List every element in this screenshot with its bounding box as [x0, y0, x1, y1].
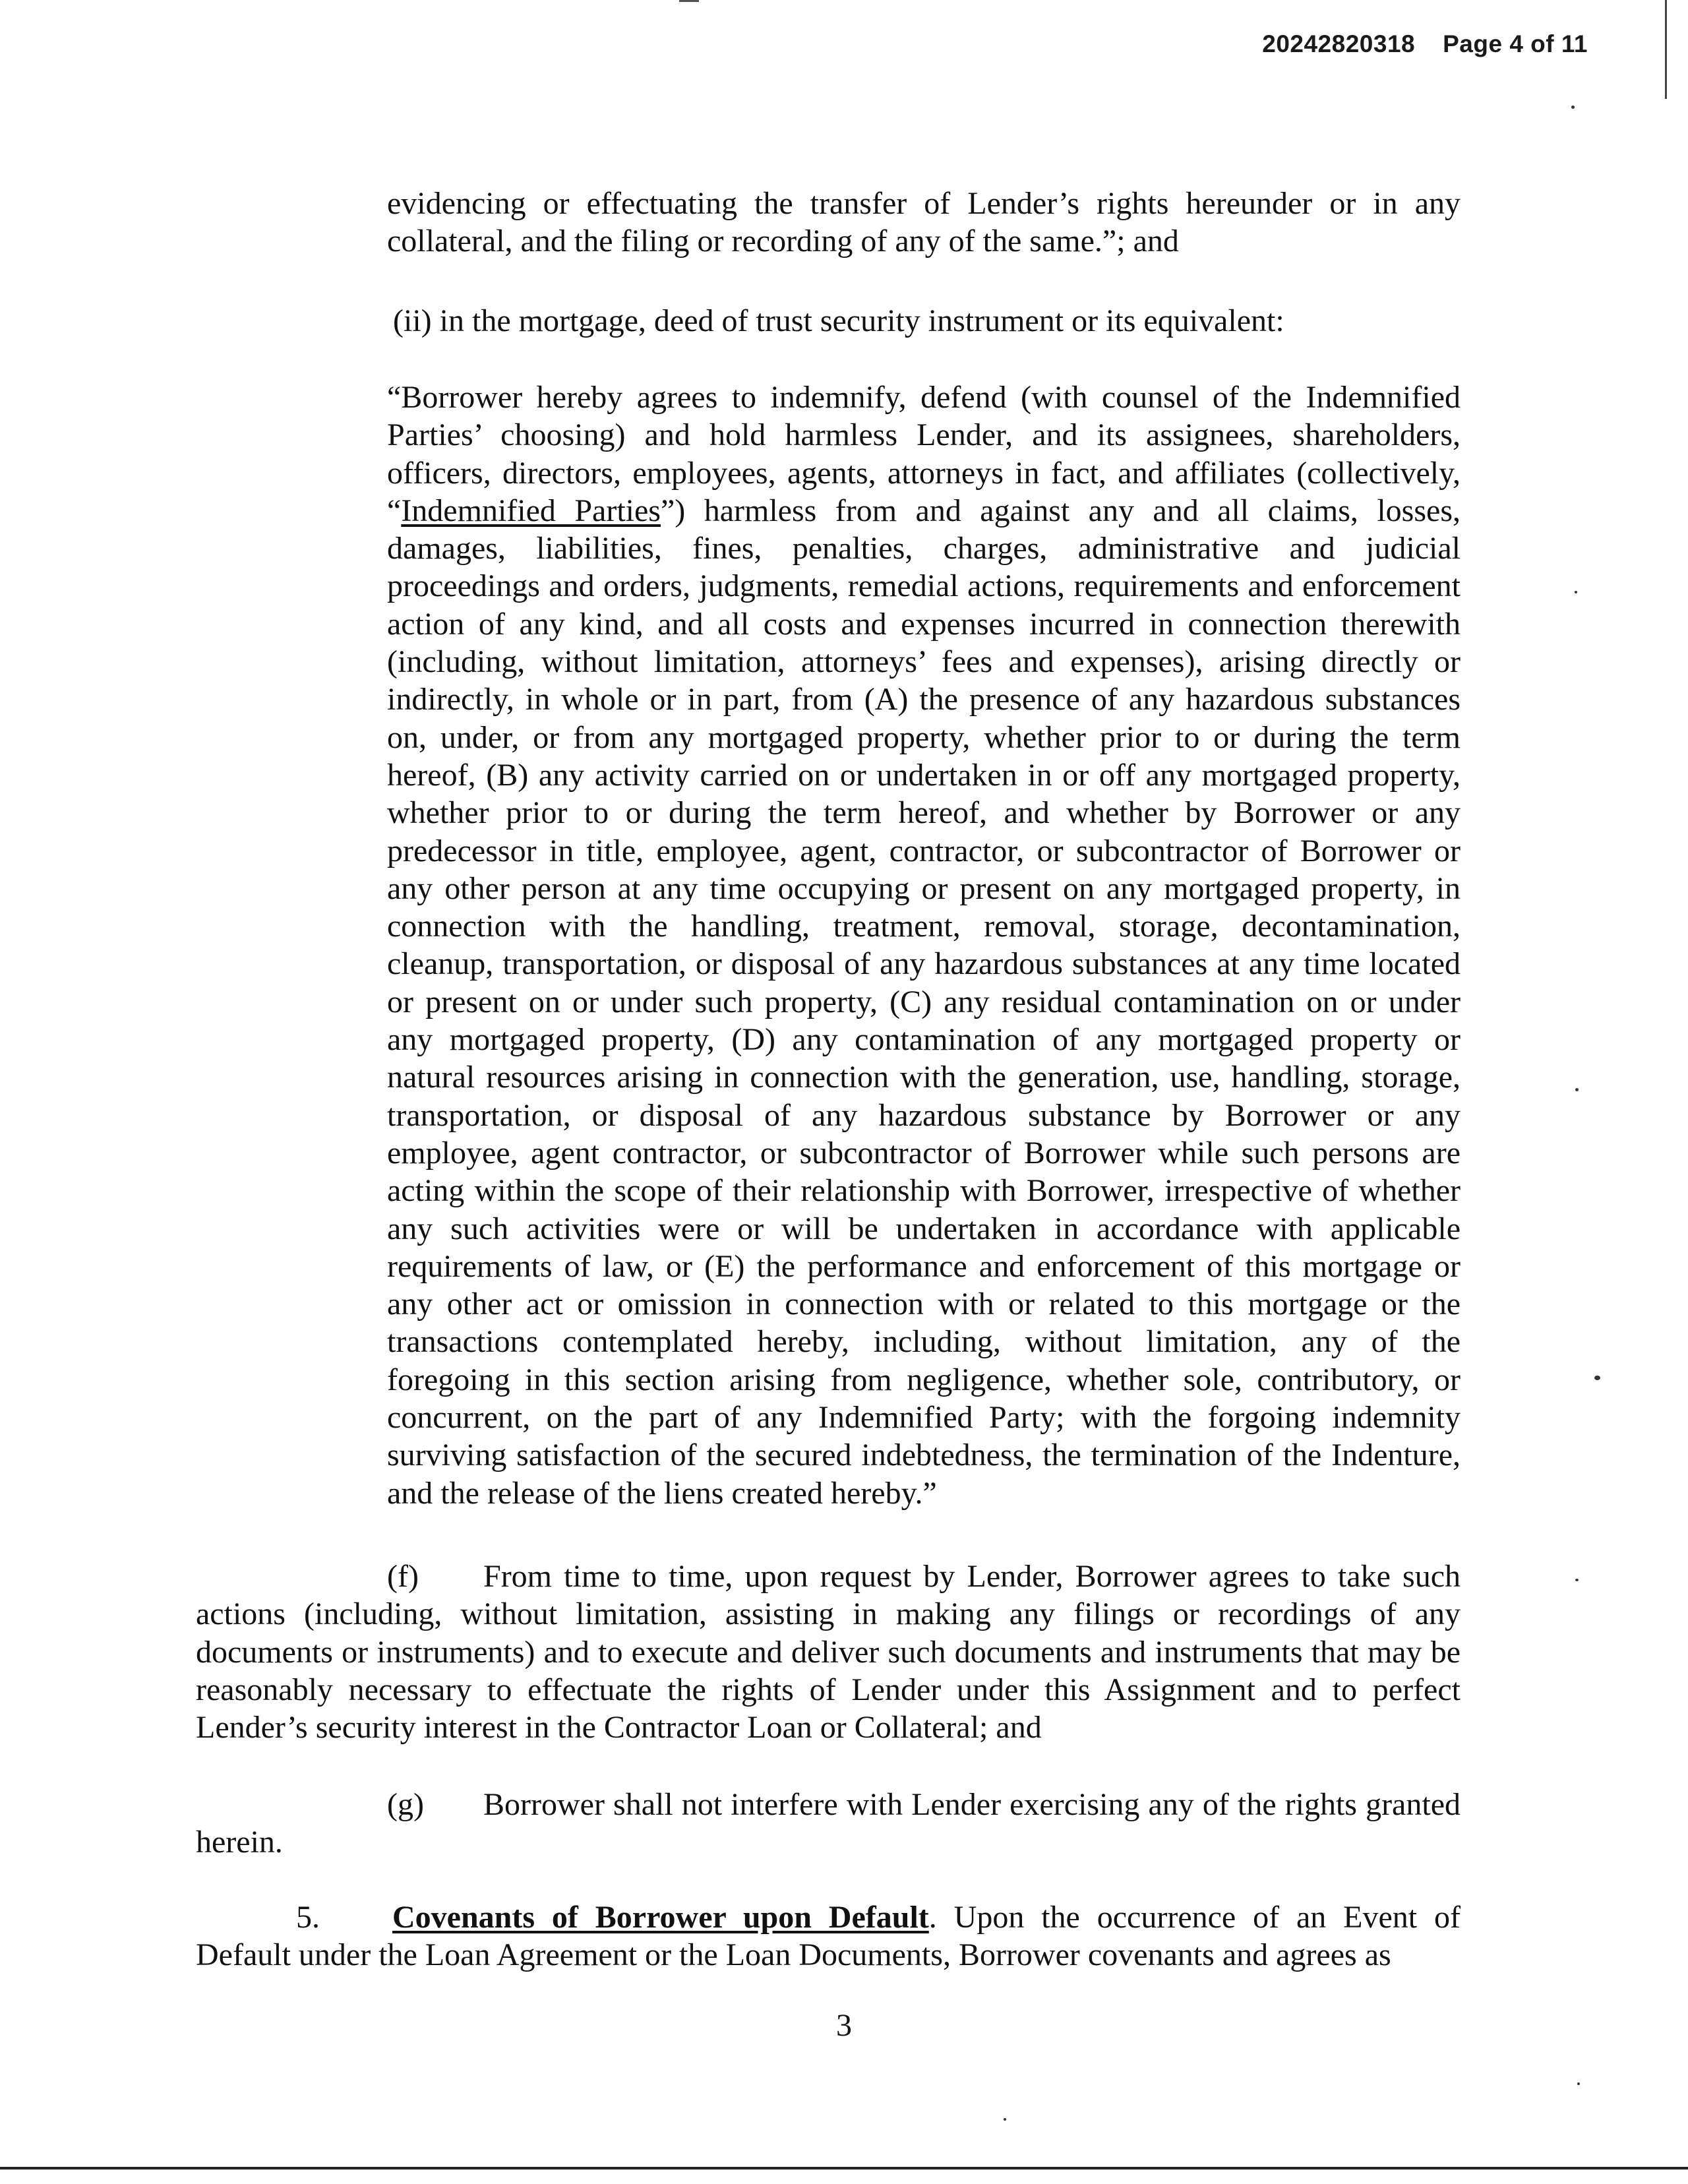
defined-term-indemnified-parties: Indemnified Parties [401, 493, 661, 528]
scan-artifact-top-tick [679, 0, 699, 2]
scan-speck [1004, 2118, 1006, 2121]
clause-ii: (ii) in the mortgage, deed of trust security instrument or its equivalent: [393, 303, 1284, 338]
scan-speck [1571, 106, 1575, 109]
paragraph-g [196, 1786, 1461, 1862]
recording-stamp [1262, 30, 1588, 58]
scan-speck [1594, 1376, 1600, 1380]
section-5 [196, 1898, 1461, 1974]
scan-artifact-edge-line [1665, 0, 1667, 99]
scan-speck [1577, 2082, 1580, 2085]
page-number: 3 [836, 2008, 852, 2043]
scan-speck [1575, 1088, 1579, 1091]
paragraph-f [196, 1558, 1461, 1746]
section-5-number: 5. [296, 1900, 320, 1935]
scan-speck [1575, 591, 1577, 593]
quoted-intro-paragraph: evidencing or effectuating the transfer of Lender’s rights hereunder or in any collateral, and the filing or recording of any of the same.”; and [387, 186, 1461, 259]
paragraph-g-text: Borrower shall not interfere with Lender exercising any of the rights granted herein. [196, 1787, 1461, 1860]
section-5-text: . Upon the occurrence of an Event of Default under the Loan Agreement or the Loan Documents, Borrower covenants and agrees as [196, 1900, 1461, 1973]
indemnity-text-part1: “Borrower hereby agrees to indemnify, defend (with counsel of the Indemnified Parties’ choosing) and hold harmless Lender, and its assignees, shareholders, officers, directors, employees, agents, attorneys in fact, and affiliates (collectively, “ [387, 380, 1461, 528]
section-5-heading: Covenants of Borrower upon Default [392, 1900, 929, 1935]
page-label: Page 4 of 11 [1443, 30, 1588, 57]
indemnity-quote-paragraph [387, 379, 1461, 1512]
indemnity-text-part2: ”) harmless from and against any and all claims, losses, damages, liabilities, fines, penalties, charges, administrative and judicial proceedings and orders, judgments, remedial actions, requirements and enforcement action of any kind, and all costs and expenses incurred in connection therewith (including, without limitation, attorneys’ fees and expenses), arising directly or indirectly, in whole or in part, from (A) the presence of any hazardous substances on, under, or from any mortgaged property, whether prior to or during the term hereof, (B) any activity carried on or undertaken in or off any mortgaged property, whether prior to or during the term hereof, and whether by Borrower or any predecessor in title, employee, agent, contractor, or subcontractor of Borrower or any other person at any time occupying or present on any mortgaged property, in connection with the handling, treatment, removal, storage, decontamination, cleanup, transportation, or disposal of any hazardous substances at any time located or present on or under such property, (C) any residual contamination on or under any mortgaged property, (D) any contamination of any mortgaged property or natural resources arising in connection with the generation, use, handling, storage, transportation, or disposal of any hazardous substance by Borrower or any employee, agent contractor, or subcontractor of Borrower while such persons are acting within the scope of their relationship with Borrower, irrespective of whether any such activities were or will be undertaken in accordance with applicable requirements of law, or (E) the performance and enforcement of this mortgage or any other act or omission in connection with or related to this mortgage or the transactions contemplated hereby, including, without limitation, any of the foregoing in this section arising from negligence, whether sole, contributory, or concurrent, on the part of any Indemnified Party; with the forgoing indemnity surviving satisfaction of the secured indebtedness, the termination of the Indenture, and the release of the liens created hereby.” [387, 493, 1461, 1511]
paragraph-f-text: From time to time, upon request by Lender, Borrower agrees to take such actions (including, without limitation, assisting in making any filings or recordings of any documents or instruments) and to execute and deliver such documents and instruments that may be reasonably necessary to effectuate the rights of Lender under this Assignment and to perfect Lender’s security interest in the Contractor Loan or Collateral; and [196, 1559, 1461, 1745]
document-number: 20242820318 [1262, 30, 1416, 57]
paragraph-f-label: (f) [387, 1559, 419, 1594]
scan-speck [1575, 1579, 1579, 1581]
scan-artifact-bottom-rule [0, 2167, 1688, 2169]
paragraph-g-label: (g) [387, 1787, 424, 1822]
